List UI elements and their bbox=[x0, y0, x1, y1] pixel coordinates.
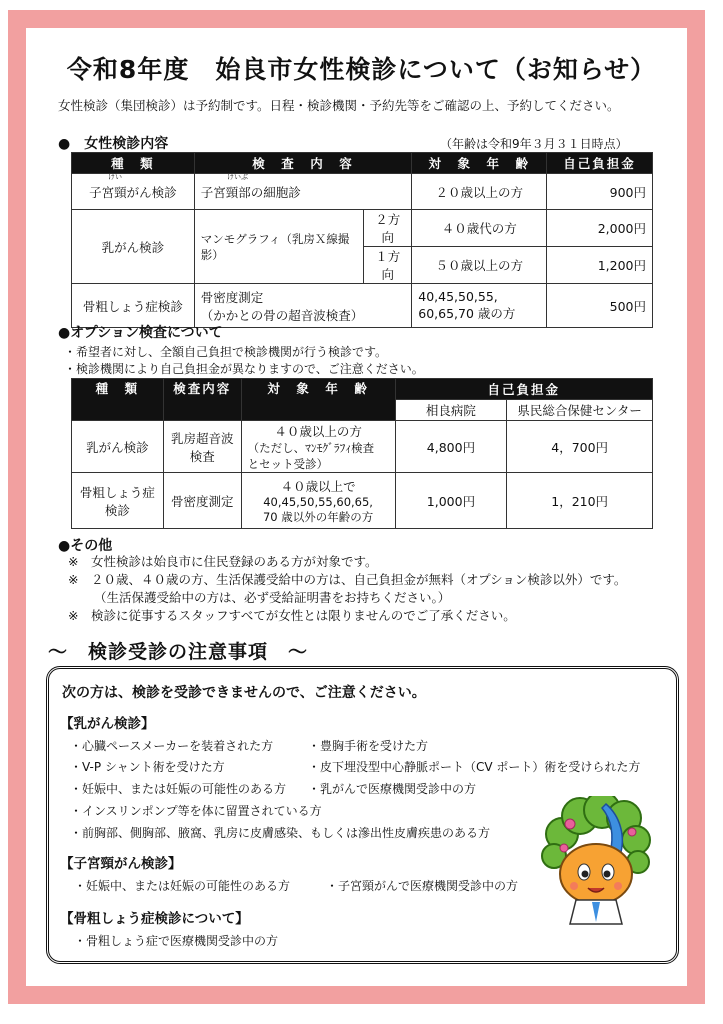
cell-direction: １方向 bbox=[364, 247, 412, 284]
note-item: ※ 女性検診は始良市に住民登録のある方が対象です。 bbox=[68, 554, 378, 569]
col-sagara-hospital: 相良病院 bbox=[395, 400, 507, 421]
col-type: 種 類 bbox=[72, 153, 195, 174]
cell-age bbox=[412, 284, 547, 328]
notice-title: ～ 検診受診の注意事項 ～ bbox=[48, 641, 309, 663]
notice-lead: 次の方は、検診を受診できませんので、ご注意ください。 bbox=[62, 685, 426, 701]
list-item: ・骨粗しょう症で医療機関受診中の方 bbox=[74, 934, 279, 948]
section2-line2: ・検診機関により自己負担金が異なりますので、ご注意ください。 bbox=[64, 362, 424, 376]
col-health-center: 県民総合保健センター bbox=[507, 400, 653, 421]
list-item: ・皮下埋没型中心静脈ポート（CV ポート）術を受けられた方 bbox=[308, 760, 641, 774]
cell-age: ２０歳以上の方 bbox=[412, 174, 547, 210]
cell-age bbox=[241, 421, 395, 473]
bone-heading: 【骨粗しょう症検診について】 bbox=[60, 911, 249, 927]
age-line: 70 歳以外の年齢の方 bbox=[262, 509, 374, 524]
ruby-keibu: けいぶ bbox=[227, 173, 248, 181]
cell-fee: 1,200円 bbox=[547, 247, 653, 284]
cell-fee: 4，700円 bbox=[507, 421, 653, 473]
table-row bbox=[72, 174, 653, 210]
cell-content: 子宮頸部の細胞診 bbox=[194, 174, 412, 210]
list-item: ・インスリンポンプ等を体に留置されている方 bbox=[70, 804, 322, 818]
note-item: （生活保護受給中の方は、必ず受給証明書をお持ちください。） bbox=[94, 590, 451, 605]
age-line: （ただし、ﾏﾝﾓｸﾞﾗﾌｨ検査 bbox=[247, 440, 375, 455]
age-line: 60,65,70 歳の方 bbox=[418, 306, 516, 321]
table-row bbox=[72, 210, 653, 247]
section1-heading: ● 女性検診内容 bbox=[58, 136, 169, 152]
cell-type: 乳がん検診 bbox=[72, 421, 164, 473]
table-row bbox=[72, 421, 653, 473]
type-line: 骨粗しょう症 bbox=[79, 484, 155, 500]
table-row bbox=[72, 473, 653, 529]
page-title: 令和8年度 始良市女性検診について（お知らせ） bbox=[66, 55, 657, 84]
col-age: 対 象 年 齢 bbox=[412, 153, 547, 174]
cell-fee: 4,800円 bbox=[395, 421, 507, 473]
note-item: ※ 検診に従事するスタッフすべてが女性とは限りませんのでご了承ください。 bbox=[68, 608, 516, 623]
cell-fee: 1,000円 bbox=[395, 473, 507, 529]
cell-age: ５０歳以上の方 bbox=[412, 247, 547, 284]
content-line: 検査 bbox=[189, 448, 215, 464]
list-item: ・前胸部、側胸部、腋窩、乳房に皮膚感染、もしくは滲出性皮膚疾患のある方 bbox=[70, 826, 491, 840]
list-item: ・V-P シャント術を受けた方 bbox=[70, 760, 225, 774]
section3-heading: ●その他 bbox=[58, 538, 113, 554]
content-line: （かかとの骨の超音波検査） bbox=[200, 307, 364, 323]
col-fee: 自己負担金 bbox=[547, 153, 653, 174]
ruby-kei-1: けい bbox=[108, 173, 122, 181]
cell-age: ４０歳代の方 bbox=[412, 210, 547, 247]
col-type: 種 類 bbox=[72, 379, 164, 421]
table-row bbox=[72, 284, 653, 328]
note-item: ※ ２０歳、４０歳の方、生活保護受給中の方は、自己負担金が無料（オプション検診以外）です。 bbox=[68, 572, 627, 587]
col-content: 検 査 内 容 bbox=[194, 153, 412, 174]
cell-direction: ２方向 bbox=[364, 210, 412, 247]
age-line: 40,45,50,55, bbox=[418, 289, 498, 304]
age-line: とセット受診） bbox=[247, 456, 329, 471]
cell-type bbox=[72, 473, 164, 529]
list-item: ・子宮頸がんで医療機関受診中の方 bbox=[326, 879, 519, 893]
list-item: ・妊娠中、または妊娠の可能性のある方 bbox=[74, 879, 291, 893]
list-item: ・心臓ペースメーカーを装着された方 bbox=[70, 739, 274, 753]
age-line: ４０歳以上で bbox=[280, 478, 356, 494]
col-fee: 自己負担金 bbox=[395, 379, 652, 400]
section2-heading: ●オプション検査について bbox=[58, 325, 223, 341]
mascot-character-icon bbox=[540, 796, 652, 926]
cell-age bbox=[241, 473, 395, 529]
age-line: 40,45,50,55,60,65, bbox=[263, 494, 373, 509]
list-item: ・乳がんで医療機関受診中の方 bbox=[308, 782, 477, 796]
cell-content bbox=[194, 284, 412, 328]
cell-fee: 500円 bbox=[547, 284, 653, 328]
intro-text: 女性検診（集団検診）は予約制です。日程・検診機関・予約先等をご確認の上、予約してください。 bbox=[58, 98, 620, 113]
cervical-heading: 【子宮頸がん検診】 bbox=[60, 856, 182, 872]
content-line: 骨密度測定 bbox=[200, 289, 264, 305]
type-line: 検診 bbox=[104, 502, 130, 518]
section2-line1: ・希望者に対し、全額自己負担で検診機関が行う検診です。 bbox=[64, 345, 388, 359]
cell-content: マンモグラフィ（乳房Ｘ線撮影） bbox=[194, 210, 364, 284]
list-item: ・豊胸手術を受けた方 bbox=[308, 739, 429, 753]
list-item: ・妊娠中、または妊娠の可能性のある方 bbox=[70, 782, 287, 796]
cell-fee: 2,000円 bbox=[547, 210, 653, 247]
age-line: ４０歳以上の方 bbox=[274, 423, 362, 439]
section1-note: （年齢は令和9年３月３１日時点） bbox=[440, 137, 628, 151]
cell-content: 骨密度測定 bbox=[163, 473, 241, 529]
content-line: 乳房超音波 bbox=[170, 430, 234, 446]
breast-heading: 【乳がん検診】 bbox=[60, 716, 155, 732]
cell-type: 乳がん検診 bbox=[72, 210, 195, 284]
cell-fee: 1，210円 bbox=[507, 473, 653, 529]
screening-table bbox=[71, 152, 653, 328]
cell-type: 子宮頸がん検診 bbox=[72, 174, 195, 210]
option-table bbox=[71, 378, 653, 529]
col-content: 検査内容 bbox=[163, 379, 241, 421]
cell-type: 骨粗しょう症検診 bbox=[72, 284, 195, 328]
cell-fee: 900円 bbox=[547, 174, 653, 210]
other-notes bbox=[68, 553, 626, 625]
cell-content bbox=[163, 421, 241, 473]
col-age: 対 象 年 齢 bbox=[241, 379, 395, 421]
